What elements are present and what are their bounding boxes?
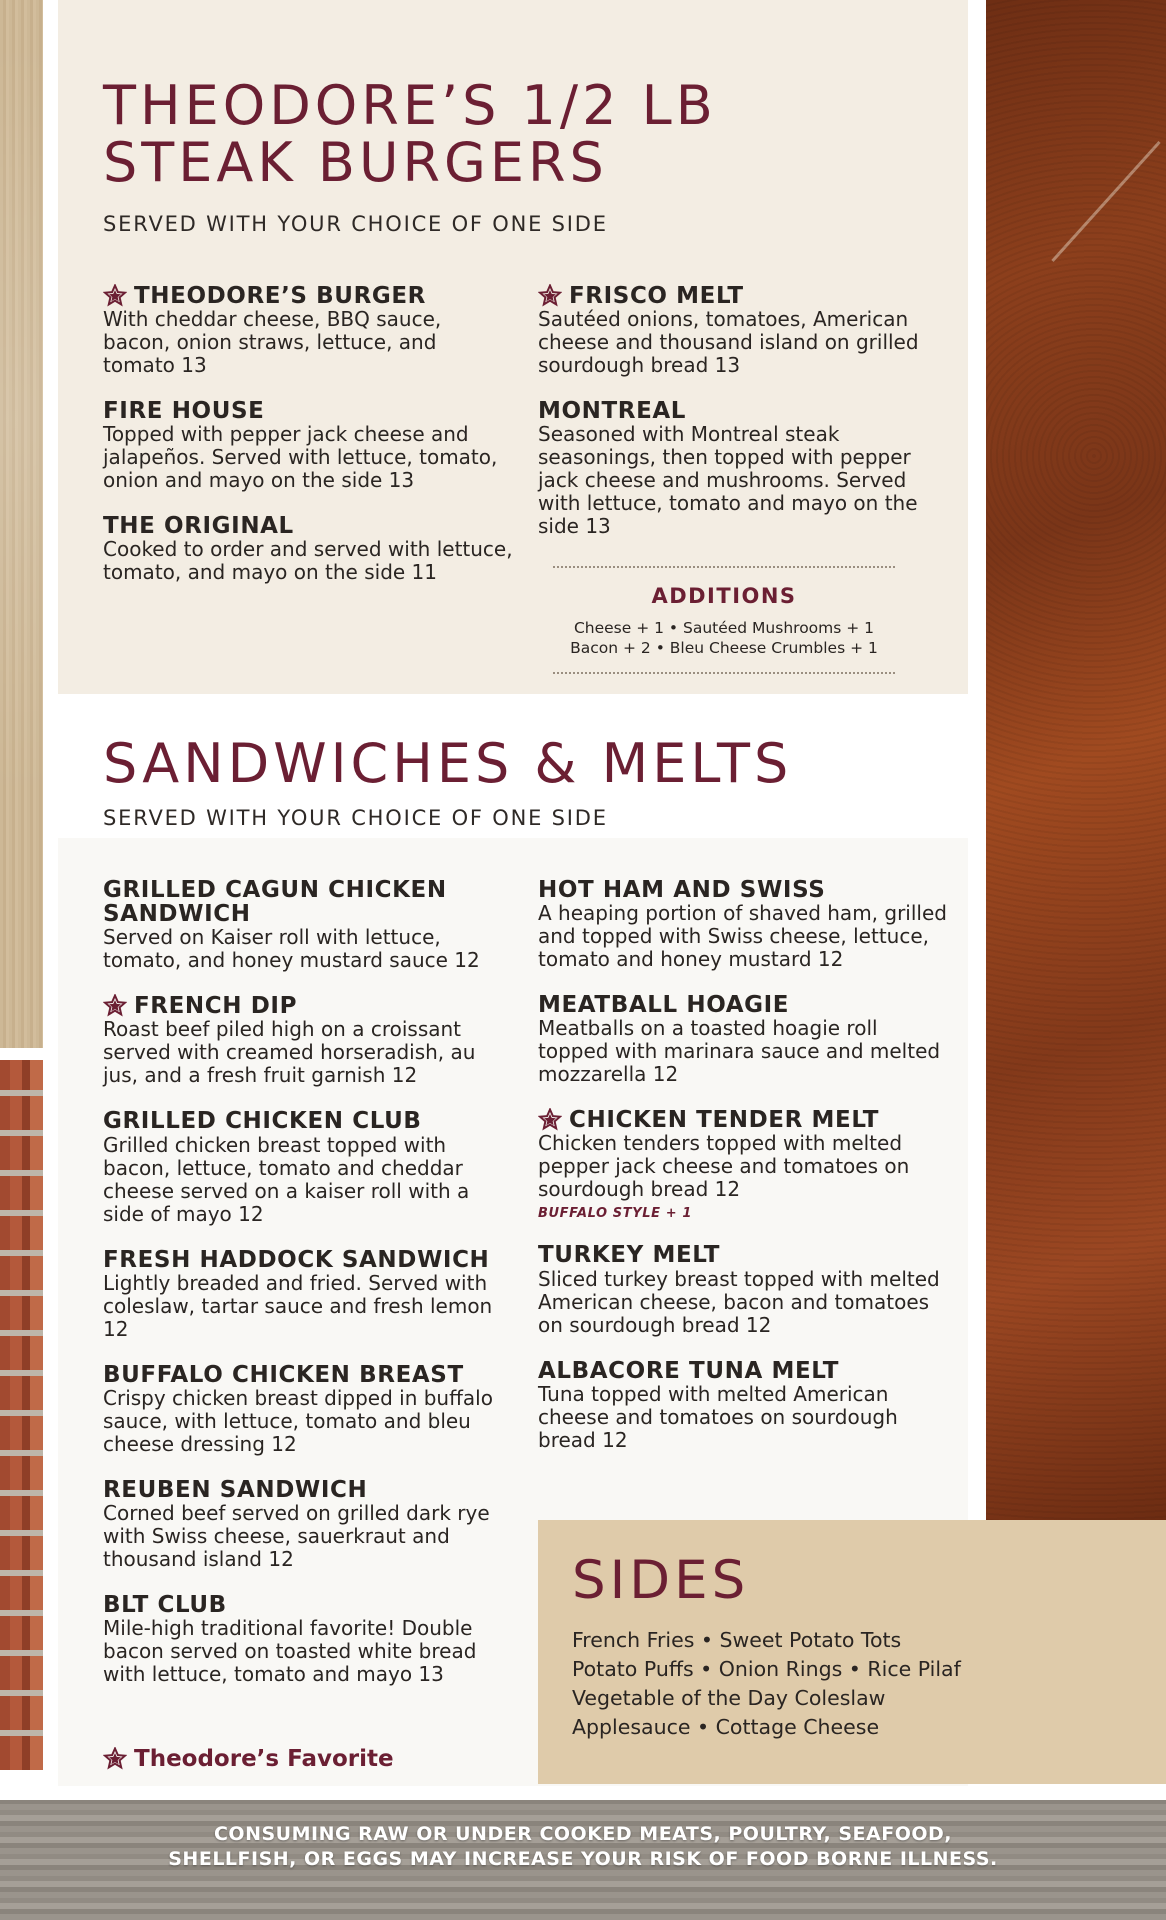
menu-item-name — [103, 1248, 503, 1272]
menu-item-name-text: MONTREAL — [538, 398, 687, 425]
menu-item-name — [538, 1243, 948, 1267]
menu-item-description: Cooked to order and served with lettuce, tomato, and mayo on the side 11 — [103, 537, 513, 585]
burgers-title-line2: STEAK BURGERS — [103, 130, 608, 194]
menu-item-description: Chicken tenders topped with melted pepper jack cheese and tomatoes on sourdough bread 12 — [538, 1131, 910, 1202]
menu-item — [538, 1243, 948, 1336]
menu-item — [538, 878, 948, 971]
star-icon — [103, 994, 127, 1018]
menu-item-description: A heaping portion of shaved ham, grilled and topped with Swiss cheese, lettuce, tomato and honey mustard 12 — [538, 901, 947, 972]
burgers-title — [103, 74, 717, 194]
menu-item — [538, 284, 948, 377]
menu-item-description: Mile-high traditional favorite! Double bacon served on toasted white bread with lettuce, tomato and mayo 13 — [103, 1616, 477, 1687]
disclaimer-line: SHELLFISH, OR EGGS MAY INCREASE YOUR RISK OF FOOD BORNE ILLNESS. — [168, 1848, 998, 1870]
menu-item-name-text: THE ORIGINAL — [103, 513, 294, 540]
menu-item-name-text: BUFFALO CHICKEN BREAST — [103, 1361, 464, 1388]
sides-line: Potato Puffs • Onion Rings • Rice Pilaf — [572, 1657, 961, 1681]
menu-item — [103, 1109, 503, 1225]
sandwiches-left-column — [103, 878, 503, 1708]
menu-item-description: Topped with pepper jack cheese and jalapeños. Served with lettuce, tomato, onion and mayo on the side 13 — [103, 422, 498, 493]
favorite-legend — [103, 1746, 394, 1772]
menu-item-name-text: ALBACORE TUNA MELT — [538, 1357, 840, 1384]
sides-list — [572, 1626, 1092, 1742]
burgers-title-line1: THEODORE’S 1/2 LB — [103, 74, 717, 137]
star-icon — [103, 1747, 127, 1771]
menu-item-description: Seasoned with Montreal steak seasonings, then topped with pepper jack cheese and mushrooms. Served with lettuce, tomato and mayo on the side 13 — [538, 422, 918, 539]
menu-item-description: Served on Kaiser roll with lettuce, tomato, and honey mustard sauce 12 — [103, 925, 480, 973]
menu-item-name-text: HOT HAM AND SWISS — [538, 877, 826, 903]
additions-line: Cheese + 1 • Sautéed Mushrooms + 1 — [573, 619, 875, 637]
menu-item — [103, 1593, 503, 1686]
menu-item-name-text: MEATBALL HOAGIE — [538, 992, 790, 1019]
menu-item-name-text: REUBEN SANDWICH — [103, 1476, 368, 1503]
burgers-right-column — [538, 284, 948, 560]
additions-title: ADDITIONS — [651, 584, 797, 608]
sandwiches-right-column — [538, 878, 948, 1474]
menu-item-name-text: CHICKEN TENDER MELT — [569, 1107, 880, 1134]
menu-item-description: With cheddar cheese, BBQ sauce, bacon, onion straws, lettuce, and tomato 13 — [103, 307, 442, 378]
menu-item — [538, 993, 948, 1086]
additions-box — [553, 566, 895, 674]
star-icon — [103, 284, 127, 308]
menu-item-name-text: FIRE HOUSE — [103, 398, 265, 425]
rust-texture-background — [986, 0, 1166, 1520]
menu-item — [538, 1108, 948, 1221]
star-icon — [538, 284, 562, 308]
menu-item-description: Tuna topped with melted American cheese and tomatoes on sourdough bread 12 — [538, 1381, 898, 1452]
menu-item-name — [103, 1478, 503, 1502]
menu-item-name-text: BLT CLUB — [103, 1591, 227, 1618]
menu-item — [103, 514, 513, 584]
menu-item-name-text: THEODORE’S BURGER — [134, 283, 426, 309]
menu-item-name — [103, 1363, 503, 1387]
menu-item-name — [103, 284, 513, 308]
menu-item-name-text: GRILLED CAGUN CHICKEN SANDWICH — [103, 877, 447, 928]
menu-item-name — [103, 1109, 503, 1133]
sides-line: Applesauce • Cottage Cheese — [572, 1715, 880, 1739]
menu-item-description: Sliced turkey breast topped with melted American cheese, bacon and tomatoes on sourdough bread 12 — [538, 1266, 940, 1337]
menu-item-name-text: FRISCO MELT — [569, 283, 744, 309]
menu-item-name — [103, 514, 513, 538]
menu-item-name — [103, 1593, 503, 1617]
menu-item — [538, 1359, 948, 1452]
menu-item-name — [538, 399, 948, 423]
menu-item-name — [103, 994, 503, 1018]
star-icon — [538, 1108, 562, 1132]
menu-item — [103, 1478, 503, 1571]
burgers-left-column — [103, 284, 513, 606]
menu-item-name — [538, 1108, 948, 1132]
menu-item-description: Sautéed onions, tomatoes, American cheese and thousand island on grilled sourdough bread 13 — [538, 307, 919, 378]
menu-item-description: Crispy chicken breast dipped in buffalo sauce, with lettuce, tomato and bleu cheese dressing 12 — [103, 1385, 493, 1456]
menu-item-name — [103, 878, 503, 926]
burgers-subtitle: SERVED WITH YOUR CHOICE OF ONE SIDE — [103, 212, 608, 236]
menu-item-description: Grilled chicken breast topped with bacon, lettuce, tomato and cheddar cheese served on a kaiser roll with a side of mayo 12 — [103, 1132, 470, 1226]
menu-item — [103, 284, 513, 377]
menu-item-description: Lightly breaded and fried. Served with coleslaw, tartar sauce and fresh lemon 12 — [103, 1270, 493, 1341]
sides-line: Vegetable of the Day Coleslaw — [572, 1686, 886, 1710]
menu-item-name — [538, 284, 948, 308]
menu-item-note: BUFFALO STYLE + 1 — [538, 1206, 693, 1222]
sides-title: SIDES — [572, 1550, 750, 1611]
menu-item-name — [538, 993, 948, 1017]
sandwiches-title: SANDWICHES & MELTS — [103, 732, 793, 795]
menu-item — [103, 1363, 503, 1456]
menu-item — [103, 994, 503, 1087]
sides-line: French Fries • Sweet Potato Tots — [572, 1628, 902, 1652]
menu-item — [103, 878, 503, 972]
disclaimer-line: CONSUMING RAW OR UNDER COOKED MEATS, POULTRY, SEAFOOD, — [213, 1823, 952, 1845]
favorite-legend-label: Theodore’s Favorite — [134, 1746, 394, 1772]
menu-item-name-text: FRESH HADDOCK SANDWICH — [103, 1246, 490, 1273]
menu-item-description: Roast beef piled high on a croissant served with creamed horseradish, au jus, and a fresh fruit garnish 12 — [103, 1017, 476, 1088]
menu-item — [103, 1248, 503, 1341]
menu-item-name — [538, 1359, 948, 1383]
sandwiches-subtitle: SERVED WITH YOUR CHOICE OF ONE SIDE — [103, 806, 608, 830]
menu-item-description: Corned beef served on grilled dark rye with Swiss cheese, sauerkraut and thousand island 12 — [103, 1500, 490, 1571]
menu-item-name — [103, 399, 513, 423]
menu-item — [538, 399, 948, 538]
white-divider-strip — [43, 0, 58, 1800]
menu-item — [103, 399, 513, 492]
menu-item-name — [538, 878, 948, 902]
menu-item-name-text: GRILLED CHICKEN CLUB — [103, 1108, 422, 1135]
menu-item-name-text: TURKEY MELT — [538, 1242, 721, 1269]
paper-texture-background — [0, 0, 43, 1048]
brick-texture-background — [0, 1060, 43, 1770]
menu-item-description: Meatballs on a toasted hoagie roll topped with marinara sauce and melted mozzarella 12 — [538, 1016, 941, 1087]
additions-line: Bacon + 2 • Bleu Cheese Crumbles + 1 — [570, 639, 878, 657]
menu-item-name-text: FRENCH DIP — [134, 993, 298, 1020]
food-safety-disclaimer — [0, 1822, 1166, 1872]
